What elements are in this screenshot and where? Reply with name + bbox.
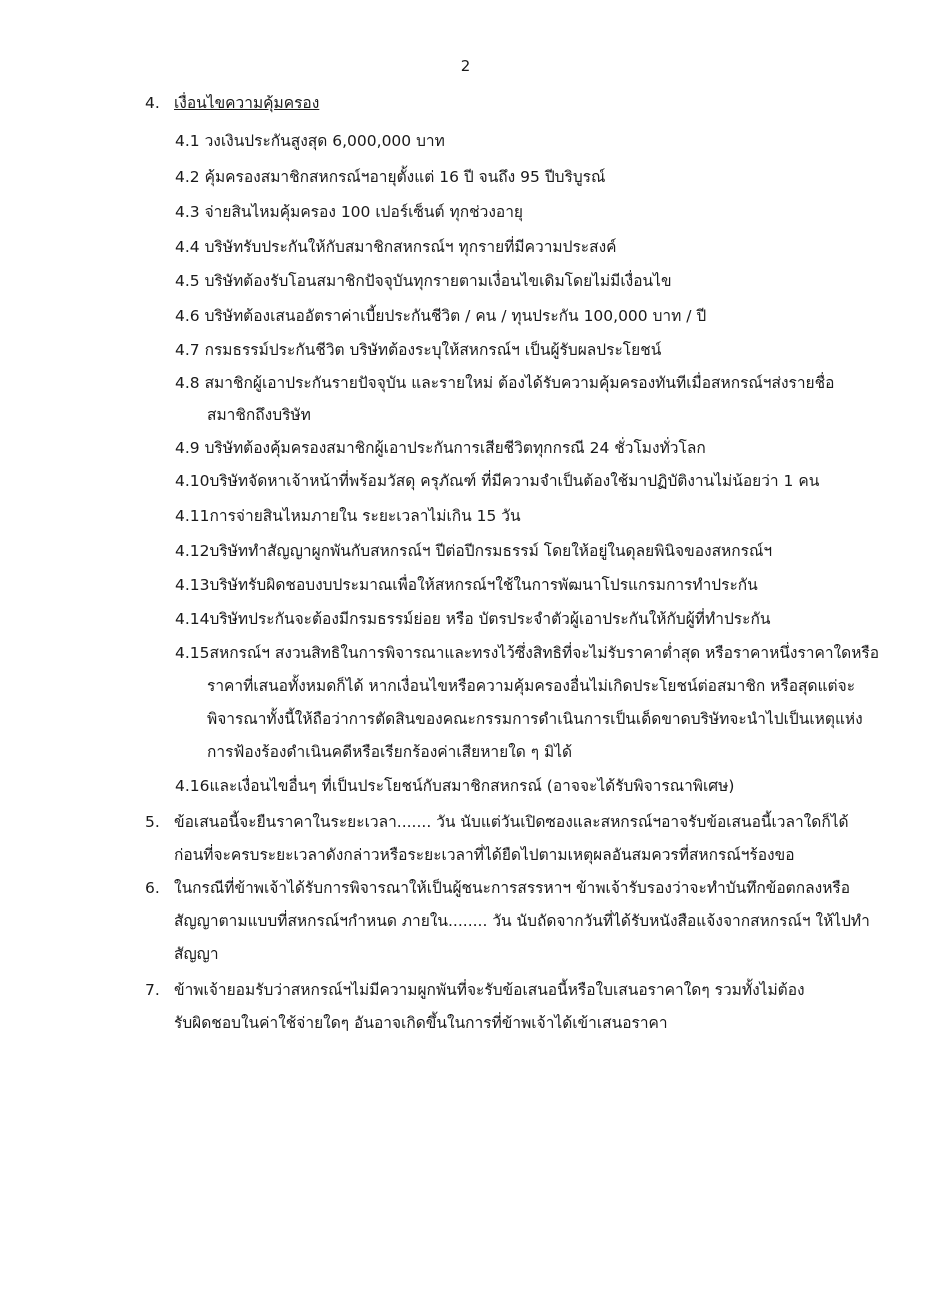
section-number: 5. — [145, 813, 160, 831]
section-5 — [145, 811, 849, 833]
page-number: 2 — [460, 57, 471, 75]
section-6-line-2: สัญญาตามแบบที่สหกรณ์ฯกำหนด ภายใน........ วัน นับถัดจากวันที่ได้รับหนังสือแจ้งจากสหกรณ์ฯ ให้ไปทำ — [174, 912, 870, 930]
clause-4-15-cont-1: ราคาที่เสนอทั้งหมดก็ได้ หากเงื่อนไขหรือความคุ้มครองอื่นไม่เกิดประโยชน์ต่อสมาชิก หรือสุดแต่จะ — [207, 677, 856, 695]
section-title: เงื่อนไขความคุ้มครอง — [174, 94, 320, 112]
clause-4-9: 4.9 บริษัทต้องคุ้มครองสมาชิกผู้เอาประกันการเสียชีวิตทุกกรณี 24 ชั่วโมงทั่วโลก — [175, 439, 706, 457]
clause-4-6: 4.6 บริษัทต้องเสนออัตราค่าเบี้ยประกันชีวิต / คน / ทุนประกัน 100,000 บาท / ปี — [175, 307, 707, 325]
clause-4-4: 4.4 บริษัทรับประกันให้กับสมาชิกสหกรณ์ฯ ทุกรายที่มีความประสงค์ — [175, 238, 617, 256]
clause-4-3: 4.3 จ่ายสินไหมคุ้มครอง 100 เปอร์เซ็นต์ ทุกช่วงอายุ — [175, 203, 523, 221]
section-7 — [145, 979, 805, 1001]
section-4-heading — [145, 92, 319, 114]
section-number: 4. — [145, 94, 160, 112]
clause-4-10: 4.10บริษัทจัดหาเจ้าหน้าที่พร้อมวัสดุ ครุภัณฑ์ ที่มีความจำเป็นต้องใช้มาปฏิบัติงานไม่น้อยว่า 1 คน — [175, 472, 820, 490]
clause-4-11: 4.11การจ่ายสินไหมภายใน ระยะเวลาไม่เกิน 15 วัน — [175, 507, 521, 525]
clause-4-12: 4.12บริษัททำสัญญาผูกพันกับสหกรณ์ฯ ปีต่อปีกรมธรรม์ โดยให้อยู่ในดุลยพินิจของสหกรณ์ฯ — [175, 542, 773, 560]
clause-4-7: 4.7 กรมธรรม์ประกันชีวิต บริษัทต้องระบุให้สหกรณ์ฯ เป็นผู้รับผลประโยชน์ — [175, 341, 662, 359]
clause-4-1: 4.1 วงเงินประกันสูงสุด 6,000,000 บาท — [175, 132, 445, 150]
clause-4-15-cont-2: พิจารณาทั้งนี้ให้ถือว่าการตัดสินของคณะกรรมการดำเนินการเป็นเด็ดขาดบริษัทจะนำไปเป็นเหตุแห่ง — [207, 710, 863, 728]
section-7-line-2: รับผิดชอบในค่าใช้จ่ายใดๆ อันอาจเกิดขึ้นในการที่ข้าพเจ้าได้เข้าเสนอราคา — [174, 1014, 668, 1032]
clause-4-16: 4.16และเงื่อนไขอื่นๆ ที่เป็นประโยชน์กับสมาชิกสหกรณ์ (อาจจะได้รับพิจารณาพิเศษ) — [175, 777, 735, 795]
clause-4-13: 4.13บริษัทรับผิดชอบงบประมาณเพื่อให้สหกรณ์ฯใช้ในการพัฒนาโปรแกรมการทำประกัน — [175, 576, 758, 594]
clause-4-15: 4.15สหกรณ์ฯ สงวนสิทธิในการพิจารณาและทรงไว้ซึ่งสิทธิที่จะไม่รับราคาต่ำสุด หรือราคาหนึ่งราคาใดหรือ — [175, 644, 880, 662]
section-6 — [145, 877, 850, 899]
clause-4-15-cont-3: การฟ้องร้องดำเนินคดีหรือเรียกร้องค่าเสียหายใด ๆ มิได้ — [207, 743, 573, 761]
section-5-line-1: ข้อเสนอนี้จะยืนราคาในระยะเวลา....... วัน นับแต่วันเปิดซองและสหกรณ์ฯอาจรับข้อเสนอนี้เวลาใดก็ได้ — [174, 813, 849, 831]
section-number: 6. — [145, 879, 160, 897]
clause-4-14: 4.14บริษัทประกันจะต้องมีกรมธรรม์ย่อย หรือ บัตรประจำตัวผู้เอาประกันให้กับผู้ที่ทำประกัน — [175, 610, 771, 628]
section-number: 7. — [145, 981, 160, 999]
clause-4-8: 4.8 สมาชิกผู้เอาประกันรายปัจจุบัน และรายใหม่ ต้องได้รับความคุ้มครองทันทีเมื่อสหกรณ์ฯส่งรายชื่อ — [175, 374, 835, 392]
section-6-line-1: ในกรณีที่ข้าพเจ้าได้รับการพิจารณาให้เป็นผู้ชนะการสรรหาฯ ข้าพเจ้ารับรองว่าจะทำบันทึกข้อตกลงหรือ — [174, 879, 851, 897]
clause-4-5: 4.5 บริษัทต้องรับโอนสมาชิกปัจจุบันทุกรายตามเงื่อนไขเดิมโดยไม่มีเงื่อนไข — [175, 272, 672, 290]
section-6-line-3: สัญญา — [174, 945, 219, 963]
section-7-line-1: ข้าพเจ้ายอมรับว่าสหกรณ์ฯไม่มีความผูกพันที่จะรับข้อเสนอนี้หรือใบเสนอราคาใดๆ รวมทั้งไม่ต้อง — [174, 981, 805, 999]
section-5-line-2: ก่อนที่จะครบระยะเวลาดังกล่าวหรือระยะเวลาที่ได้ยืดไปตามเหตุผลอันสมควรที่สหกรณ์ฯร้องขอ — [174, 846, 795, 864]
clause-4-8-cont: สมาชิกถึงบริษัท — [207, 406, 311, 424]
clause-4-2: 4.2 คุ้มครองสมาชิกสหกรณ์ฯอายุตั้งแต่ 16 ปี จนถึง 95 ปีบริบูรณ์ — [175, 168, 606, 186]
